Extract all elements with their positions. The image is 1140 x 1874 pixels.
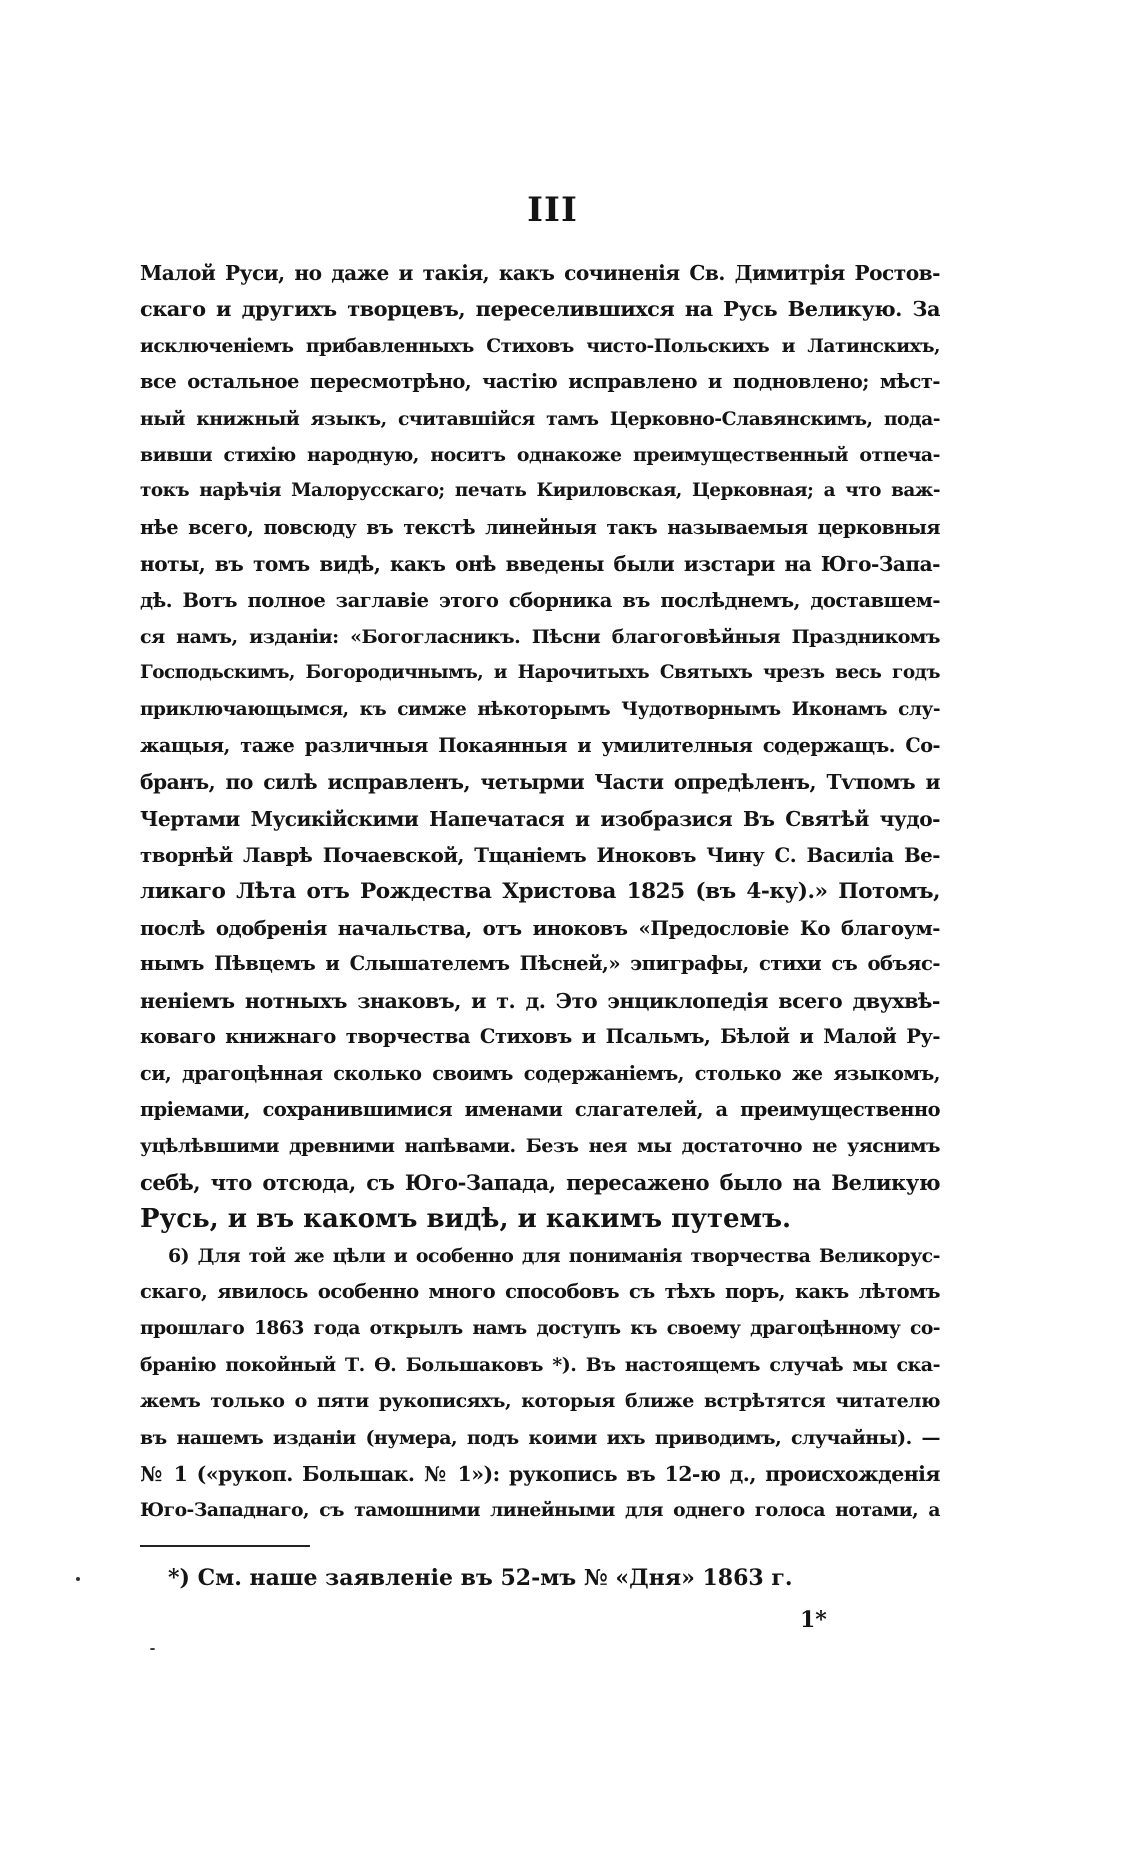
text-line: ликаго Лѣта отъ Рождества Христова 1825 (въ 4-ку).» Потомъ,	[140, 878, 940, 904]
footnote: *) См. наше заявленіе въ 52-мъ № «Дня» 1863 г.	[168, 1565, 793, 1591]
text-line: исключеніемъ прибавленныхъ Стиховъ чисто-Польскихъ и Латинскихъ,	[140, 334, 940, 357]
text-line: скаго, явилось особенно много способовъ съ тѣхъ поръ, какъ лѣтомъ	[140, 1279, 940, 1303]
text-line: приключающымся, къ симже нѣкоторымъ Чудотворнымъ Иконамъ слу-	[140, 698, 940, 720]
text-line: неніемъ нотныхъ знаковъ, и т. д. Это энциклопедія всего двухвѣ-	[140, 988, 940, 1013]
footnote-divider	[140, 1545, 310, 1547]
text-line: коваго книжнаго творчества Стиховъ и Псальмъ, Бѣлой и Малой Ру-	[140, 1025, 940, 1049]
text-line: уцѣлѣвшими древними напѣвами. Безъ нея мы достаточно не уяснимъ	[140, 1135, 940, 1158]
text-line: скаго и другихъ творцевъ, переселившихся на Русь Великую. За	[140, 296, 940, 322]
text-line: токъ нарѣчія Малорусскаго; печать Кириловская, Церковная; а что важ-	[140, 480, 940, 502]
text-line: Русь, и въ какомъ видѣ, и какимъ путемъ.	[140, 1204, 792, 1235]
text-line: си, драгоцѣнная сколько своимъ содержаніемъ, столько же языкомъ,	[140, 1061, 940, 1085]
text-line: послѣ одобренія начальства, отъ иноковъ «Предословіе Ко благоум-	[140, 916, 940, 941]
text-line: Чертами Мусикійскими Напечатася и изобразися Въ Святѣй чудо-	[140, 806, 940, 831]
text-line: № 1 («рукоп. Большак. № 1»): рукопись въ 12-ю д., происхожденія	[140, 1461, 940, 1486]
text-line: себѣ, что отсюда, съ Юго-Запада, пересажено было на Великую	[140, 1169, 940, 1195]
paragraph-2	[140, 1238, 940, 1529]
text-line: бранію покойный Т. Ѳ. Большаковъ *). Въ настоящемъ случаѣ мы ска-	[140, 1353, 940, 1376]
text-line: 6) Для той же цѣли и особенно для пониманія творчества Великорус-	[168, 1244, 940, 1267]
text-line: жемъ только о пяти рукописяхъ, которыя ближе встрѣтятся читателю	[140, 1390, 940, 1413]
text-line: нымъ Пѣвцемъ и Слышателемъ Пѣсней,» эпиграфы, стихи съ объяс-	[140, 952, 940, 976]
text-line: въ нашемъ изданіи (нумера, подъ коими ихъ приводимъ, случайны). —	[140, 1426, 940, 1449]
text-line: Юго-Западнаго, съ тамошними линейными для однего голоса нотами, а	[140, 1499, 940, 1522]
text-line: все остальное пересмотрѣно, частію исправлено и подновлено; мѣст-	[140, 370, 940, 394]
text-line: Малой Руси, но даже и такія, какъ сочиненія Св. Димитрія Ростов-	[140, 261, 940, 285]
signature-mark: 1*	[800, 1607, 827, 1633]
text-line: ся намъ, изданіи: «Богогласникъ. Пѣсни благоговѣйныя Праздникомъ	[140, 625, 940, 648]
text-line: Господьскимъ, Богородичнымъ, и Нарочитыхъ Святыхъ чрезъ весь годъ	[140, 662, 940, 684]
body-text	[140, 255, 940, 1529]
ink-speck	[76, 1577, 80, 1581]
text-line: ноты, въ томъ видѣ, какъ онѣ введены были изстари на Юго-Запа-	[140, 552, 940, 577]
text-line: нѣе всего, повсюду въ текстѣ линейныя такъ называемыя церковныя	[140, 515, 940, 539]
text-line: творнѣй Лаврѣ Почаевской, Тщаніемъ Иноковъ Чину С. Василіа Ве-	[140, 843, 940, 868]
text-line: пріемами, сохранившимися именами слагателей, а преимущественно	[140, 1097, 940, 1121]
paragraph-1	[140, 255, 940, 1238]
text-line: ный книжный языкъ, считавшійся тамъ Церковно-Славянскимъ, пода-	[140, 407, 940, 430]
ink-speck	[150, 1648, 155, 1650]
text-line: дѣ. Вотъ полное заглавіе этого сборника въ послѣднемъ, доставшем-	[140, 588, 940, 612]
text-line: прошлаго 1863 года открылъ намъ доступъ къ своему драгоцѣнному со-	[140, 1317, 940, 1340]
text-line: жащыя, таже различныя Покаянныя и умилителныя содержащъ. Со-	[140, 734, 940, 758]
page-number: III	[527, 190, 578, 230]
text-line: бранъ, по силѣ исправленъ, четырми Части опредѣленъ, Тѵпомъ и	[140, 770, 940, 795]
text-line: вивши стихію народную, носитъ однакоже преимущественный отпеча-	[140, 443, 940, 466]
